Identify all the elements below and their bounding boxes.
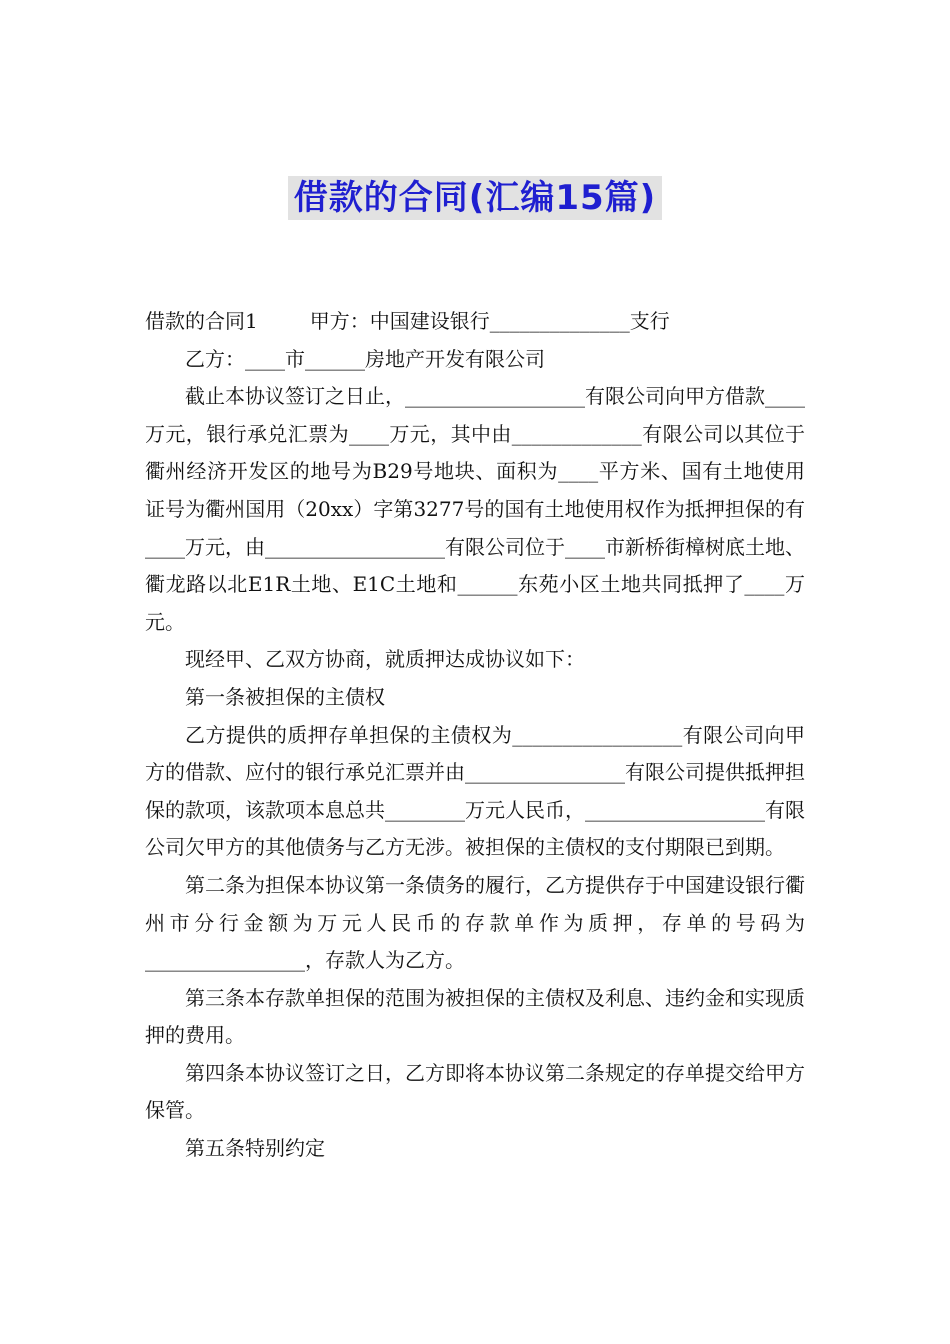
title-container (0, 176, 950, 220)
party-a-line: 甲方：中国建设银行______________支行 (309, 309, 670, 333)
article-1-body: 乙方提供的质押存单担保的主债权为_________________有限公司向甲方的借款、应付的银行承兑汇票并由________________有限公司提供抵押担保的款项，该款项本息总共________万元人民币，__________________有限公司欠甲方的其他债务与乙方无涉。被担保的主债权的支付期限已到期。 (145, 722, 805, 860)
document-body (145, 303, 805, 1168)
article-2: 第二条为担保本协议第一条债务的履行，乙方提供存于中国建设银行衢州市分行金额为万元人民币的存款单作为质押，存单的号码为________________，存款人为乙方。 (145, 872, 805, 973)
article-5-heading: 第五条特别约定 (185, 1136, 325, 1161)
article-4: 第四条本协议签订之日，乙方即将本协议第二条规定的存单提交给甲方保管。 (145, 1060, 805, 1123)
article-3: 第三条本存款单担保的范围为被担保的主债权及利息、违约金和实现质押的费用。 (145, 985, 805, 1048)
paragraph-background: 截止本协议签订之日止，__________________有限公司向甲方借款____万元，银行承兑汇票为____万元，其中由_____________有限公司以其位于衢州经济开发区的地号为B29号地块、面积为____平方米、国有土地使用证号为衢州国用（20xx）字第3277号的国有土地使用权作为抵押担保的有____万元，由__________________有限公司位于____市新桥街樟树底土地、衢龙路以北E1R土地、E1C土地和______东苑小区土地共同抵押了____万元。 (145, 384, 805, 634)
paragraph-agreement-intro: 现经甲、乙双方协商，就质押达成协议如下： (185, 647, 585, 672)
document-title: 借款的合同(汇编15篇) (288, 176, 662, 220)
article-1-heading: 第一条被担保的主债权 (185, 684, 385, 709)
contract-heading-label: 借款的合同1 (145, 309, 258, 333)
party-b-line: 乙方：____市______房地产开发有限公司 (185, 346, 545, 371)
paragraph-first-line (145, 303, 805, 341)
